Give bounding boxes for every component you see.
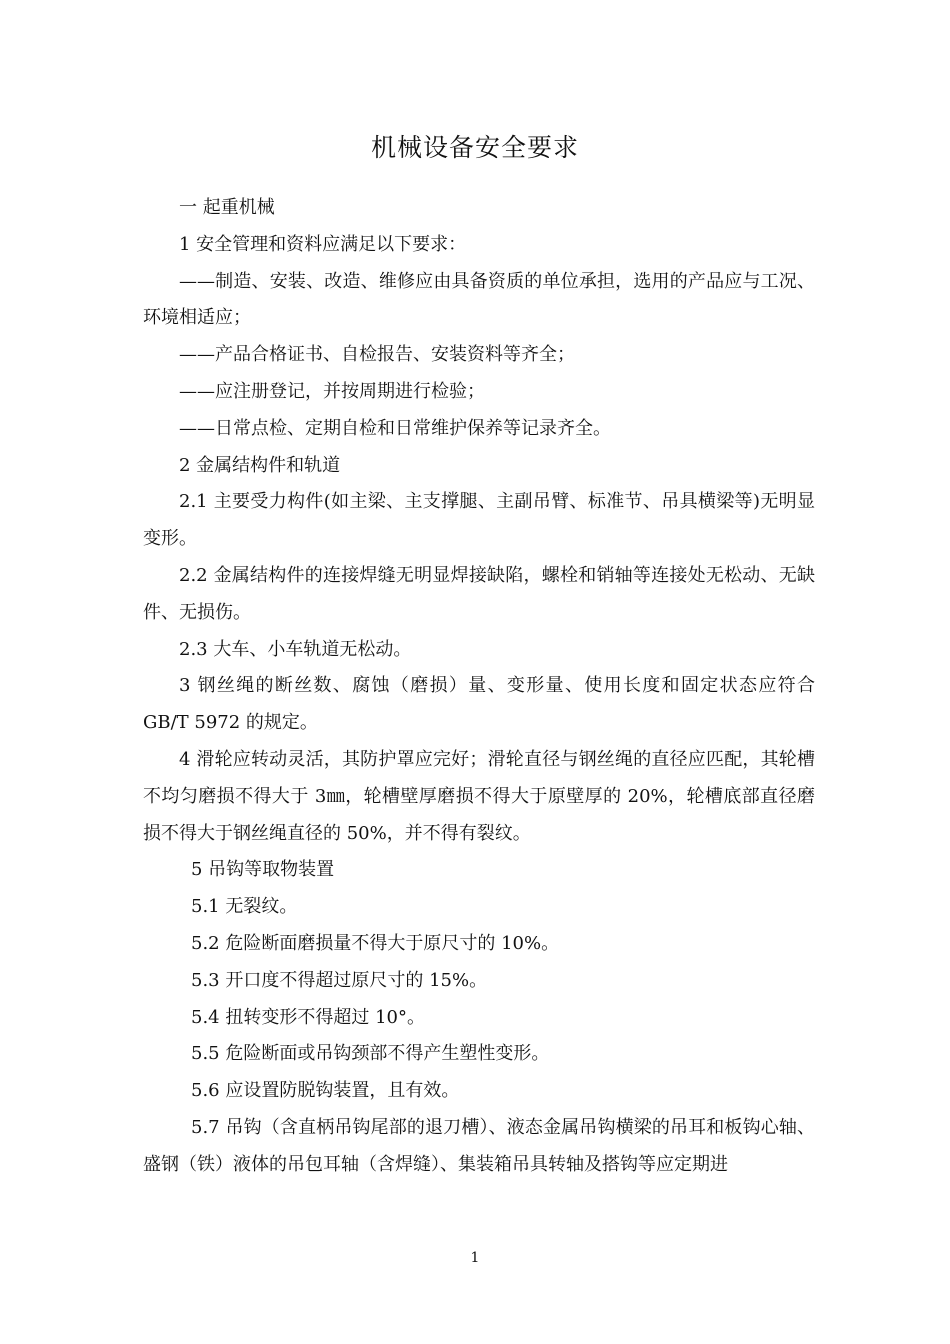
paragraph: 5.2 危险断面磨损量不得大于原尺寸的 10%。 [191,932,560,954]
paragraph: 2.1 主要受力构件(如主梁、主支撑腿、主副吊臂、标准节、吊具横梁等)无明显变形。 [143,491,815,550]
page-number: 1 [470,1250,480,1266]
paragraph: 1 安全管理和资料应满足以下要求： [179,233,467,255]
paragraph: 2.2 金属结构件的连接焊缝无明显焊接缺陷，螺栓和销轴等连接处无松动、无缺件、无损伤。 [143,564,815,623]
section-heading: 一 起重机械 [179,197,275,218]
paragraph: 5.6 应设置防脱钩装置，且有效。 [191,1080,460,1102]
paragraph: ——产品合格证书、自检报告、安装资料等齐全； [179,344,575,366]
paragraph: 5.7 吊钩（含直柄吊钩尾部的退刀槽）、液态金属吊钩横梁的吊耳和板钩心轴、盛钢（铁）液体的吊包耳轴（含焊缝）、集装箱吊具转轴及搭钩等应定期进 [143,1116,815,1175]
document-body [143,190,815,1184]
paragraph: ——应注册登记，并按周期进行检验； [179,380,485,402]
paragraph: 2.3 大车、小车轨道无松动。 [179,638,412,660]
paragraph: 5.3 开口度不得超过原尺寸的 15%。 [191,969,488,991]
paragraph: 5.4 扭转变形不得超过 10°。 [191,1006,425,1028]
paragraph: ——制造、安装、改造、维修应由具备资质的单位承担，选用的产品应与工况、环境相适应； [143,270,815,329]
paragraph: 5.5 危险断面或吊钩颈部不得产生塑性变形。 [191,1043,550,1065]
subsection-heading: 2 金属结构件和轨道 [179,454,341,476]
paragraph: 5.1 无裂纹。 [191,896,298,918]
paragraph: 3 钢丝绳的断丝数、腐蚀（磨损）量、变形量、使用长度和固定状态应符合 GB/T 5972 的规定。 [143,675,815,734]
document-title: 机械设备安全要求 [370,133,579,162]
paragraph: ——日常点检、定期自检和日常维护保养等记录齐全。 [179,417,611,439]
paragraph: 4 滑轮应转动灵活，其防护罩应完好；滑轮直径与钢丝绳的直径应匹配，其轮槽不均匀磨损不得大于 3㎜，轮槽壁厚磨损不得大于原壁厚的 20%，轮槽底部直径磨损不得大于钢丝绳直径的 50%，并不得有裂纹。 [143,748,815,844]
subsection-heading: 5 吊钩等取物装置 [191,859,335,881]
